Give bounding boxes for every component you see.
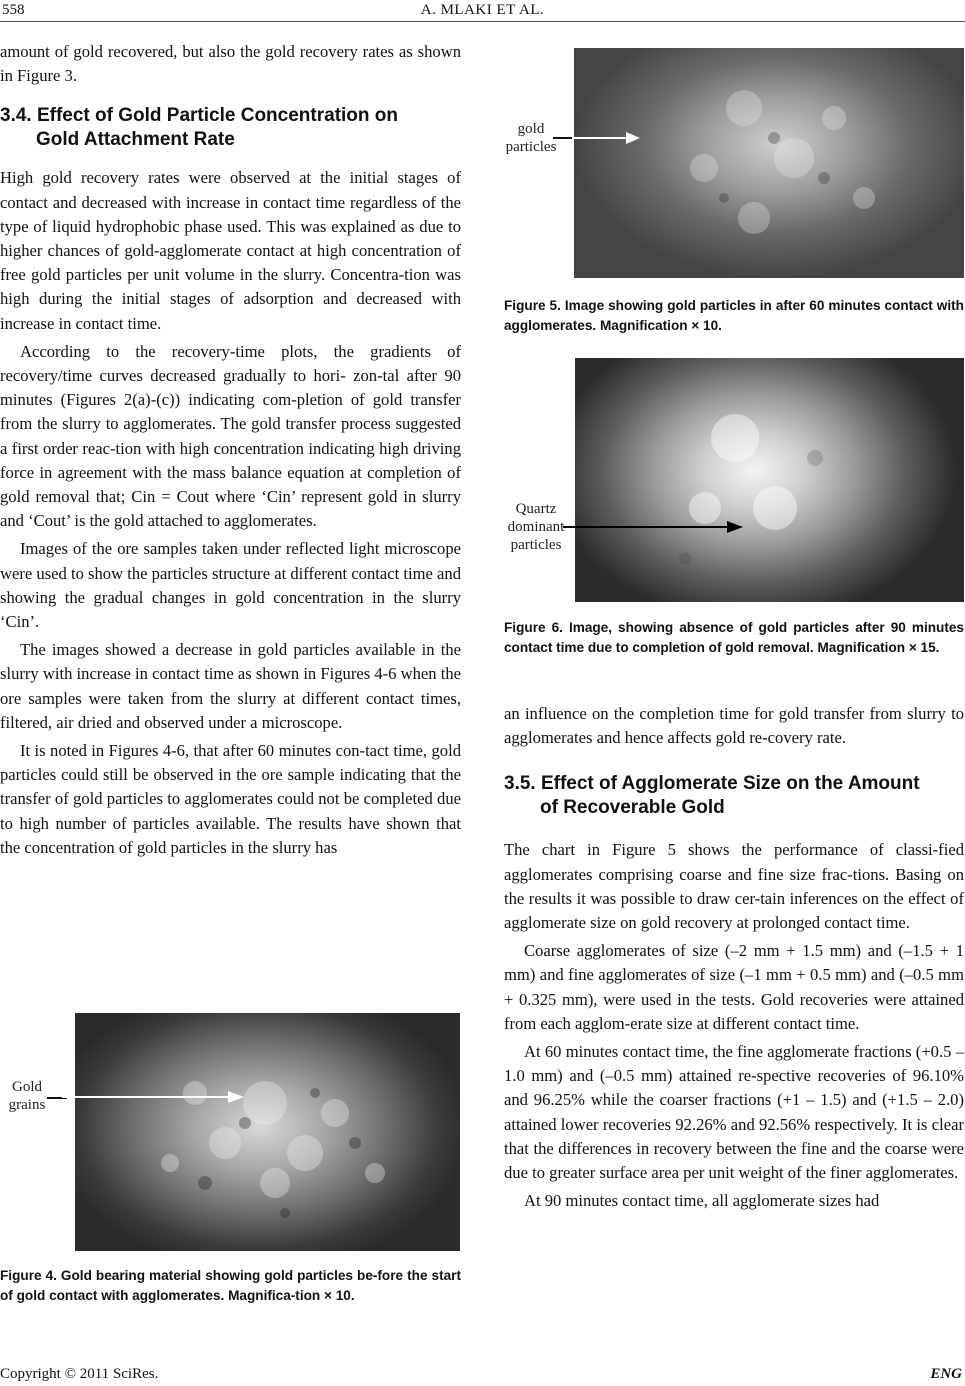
section-heading-3-4 (0, 104, 461, 152)
left-column (0, 40, 461, 860)
figure-6-texture (575, 358, 964, 602)
figure-5-texture (574, 48, 964, 278)
figure-5-pointer-line (553, 137, 574, 139)
paragraph: High gold recovery rates were observed at the initial stages of contact and decreased with increase in contact time regardless of the type of liquid hydrophobic phase used. This was explained as due to higher chances of gold-agglomerate contact at high concentration of free gold particles per unit volume in the slurry. Concentra-tion was high during the initial stages of adsorption and decreased with increase in contact time. (0, 168, 461, 333)
header-divider (0, 21, 965, 22)
section-heading-3-4-line2: Gold Attachment Rate (36, 129, 235, 151)
figure-5-label-line1: gold (517, 121, 545, 137)
figure-6-label (500, 500, 572, 554)
figure-6-micrograph (575, 358, 964, 602)
figure-4-texture (75, 1013, 460, 1251)
paragraph: Coarse agglomerates of size (–2 mm + 1.5 mm) and (–1.5 + 1 mm) and fine agglomerates of size (–1 mm + 0.5 mm) and (–0.5 mm + 0.325 mm), were used in the tests. Gold recoveries were attained from each agglom-erate size at different contact time. (504, 941, 964, 1033)
section-heading-3-4-line1: 3.4. Effect of Gold Particle Concentration on (0, 105, 398, 127)
running-title: A. MLAKI ET AL. (420, 2, 545, 18)
paragraph: At 60 minutes contact time, the fine agglomerate fractions (+0.5 – 1.0 mm) and (–0.5 mm) attained re-spective recoveries of 96.10% and 96.25% while the coarser fractions (+1 – 1.5) and (+1.5 – 2.0) attained lower recoveries 92.26% and 92.56% respectively. It is clear that the differences in recovery between the fine and the coarse were due to greater surface area per unit weight of the finer agglomerates. (504, 1042, 964, 1183)
figure-5-pointer-arrow (572, 128, 652, 148)
paragraph: an influence on the completion time for gold transfer from slurry to agglomerates and hence affects gold re-covery rate. (504, 704, 964, 748)
figure-6-label-line2: dominant (507, 519, 565, 535)
paragraph: Images of the ore samples taken under reflected light microscope were used to show the particles structure at different contact time and showing the gradual changes in gold concentration in the slurry ‘Cin’. (0, 539, 461, 632)
figure-4-label (2, 1078, 52, 1114)
figure-5-micrograph (574, 48, 964, 278)
figure-6-pointer-arrow (563, 517, 748, 537)
figure-4-pointer-arrow (62, 1082, 262, 1112)
figure-6-caption: Figure 6. Image, showing absence of gold particles after 90 minutes contact time due to completion of gold removal. Magnification × 15. (504, 620, 964, 655)
journal-abbrev: ENG (930, 1366, 962, 1382)
copyright-notice: Copyright © 2011 SciRes. (0, 1366, 159, 1382)
paragraph-intro: amount of gold recovered, but also the gold recovery rates as shown in Figure 3. (0, 42, 461, 86)
figure-4-micrograph (75, 1013, 460, 1251)
section-heading-3-5-line2: of Recoverable Gold (540, 797, 725, 819)
figure-4-label-line1: Gold (12, 1079, 42, 1095)
paragraph: It is noted in Figures 4-6, that after 60 minutes con-tact time, gold particles could still be observed in the ore sample indicating that the transfer of gold particles to agglomerates could not be completed due to high number of particles available. The results have shown that the concentration of gold particles in the slurry has (0, 741, 461, 857)
paragraph: The images showed a decrease in gold particles available in the slurry with increase in contact time as shown in Figures 4-6 when the ore samples were taken from the slurry at different contact times, filtered, air dried and observed under a microscope. (0, 640, 461, 732)
section-heading-3-5 (504, 772, 964, 820)
right-column (504, 702, 964, 1213)
paragraph: At 90 minutes contact time, all agglomerate sizes had (524, 1191, 880, 1211)
figure-5-label-line2: particles (505, 139, 557, 155)
section-heading-3-5-line1: 3.5. Effect of Agglomerate Size on the Amount (504, 773, 920, 795)
figure-4-label-line2: grains (8, 1097, 46, 1113)
paragraph: According to the recovery-time plots, the gradients of recovery/time curves decreased gradually to hori- zon-tal after 90 minutes (Figures 2(a)-(c)) indicating com-pletion of gold transfer from the slurry to agglomerates. The gold transfer process suggested a first order reac-tion with high concentration indicating high driving force in agreement with the mass balance equation at completion of gold removal that; Cin = Cout where ‘Cin’ represent gold in slurry and ‘Cout’ is the gold attached to agglomerates. (0, 341, 461, 531)
paragraph: The chart in Figure 5 shows the performance of classi-fied agglomerates comprising coarse and fine size frac-tions. Basing on the results it was possible to draw cer-tain inferences on the effect of agglomerate size on gold recovery at prolonged contact time. (504, 840, 964, 933)
page-number: 558 (2, 2, 25, 18)
figure-4-caption: Figure 4. Gold bearing material showing gold particles be-fore the start of gold contact with agglomerates. Magnifica-tion × 10. (0, 1268, 461, 1303)
figure-6-label-line1: Quartz (515, 501, 557, 517)
figure-6-label-line3: particles (510, 537, 562, 553)
figure-5-caption: Figure 5. Image showing gold particles in after 60 minutes contact with agglomerates. Magnification × 10. (504, 298, 964, 333)
